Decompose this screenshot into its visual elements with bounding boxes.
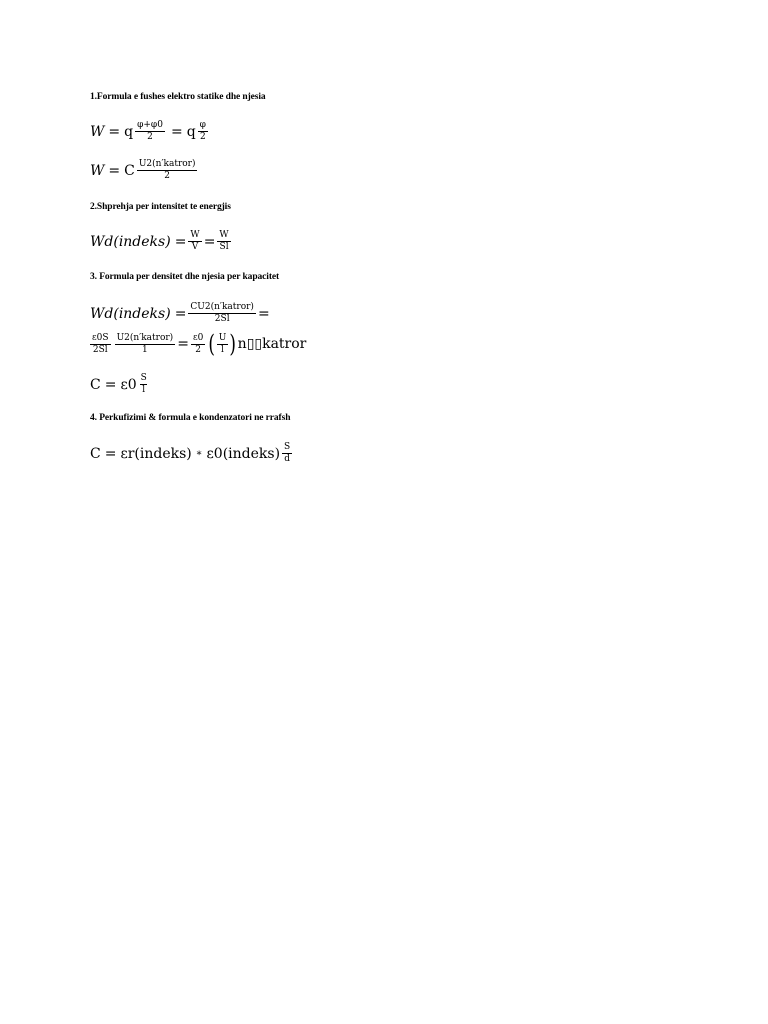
denominator: l (142, 385, 146, 395)
denominator: 2 (195, 344, 201, 355)
denominator: 2 (199, 132, 206, 142)
denominator: V (191, 242, 199, 252)
numerator: CU2(n′katror) (190, 302, 254, 312)
heading-3: 3. Formula per densitet dhe njesia per kapacitet (90, 272, 280, 282)
denominator: Sl (219, 242, 229, 252)
fraction (139, 374, 149, 395)
right-paren: ) (229, 330, 237, 358)
denominator: d (284, 454, 290, 464)
denominator: l (221, 344, 224, 355)
eq-sign: = (174, 233, 187, 250)
eq-lhs: W (90, 123, 105, 140)
eq-lhs: C (90, 376, 101, 393)
denominator: 2Sl (92, 344, 108, 355)
eq-coef: C (124, 162, 135, 179)
numerator: ε0S (92, 332, 109, 343)
eq-sign: = (177, 336, 189, 352)
eq-sign: = (108, 162, 121, 179)
eq-sign: = (108, 123, 121, 140)
denominator: 2Sl (214, 314, 230, 324)
eq-term: εr(indeks) (120, 445, 192, 462)
equation-3c (90, 374, 151, 395)
numerator: S (284, 442, 291, 452)
eq-lhs: C (90, 445, 101, 462)
fraction (90, 334, 111, 355)
fraction (137, 160, 198, 181)
fraction (191, 334, 205, 355)
eq-lhs: W (90, 162, 105, 179)
denominator: 1 (142, 344, 148, 355)
eq-sign: = (174, 305, 187, 322)
eq-sign: = (104, 376, 117, 393)
equation-2a (90, 231, 233, 252)
fraction (217, 334, 229, 355)
eq-sign: = (203, 233, 216, 250)
numerator: U2(n′katror) (138, 159, 196, 169)
numerator: φ+φ0 (137, 120, 163, 130)
eq-operator: ∗ (195, 448, 203, 459)
fraction (135, 121, 165, 142)
denominator: 2 (164, 171, 171, 181)
left-paren: ( (208, 330, 216, 358)
fraction (282, 443, 292, 464)
eq-lhs: Wd(indeks) (90, 305, 171, 322)
eq-sign: = (170, 123, 183, 140)
eq-coef: q (124, 123, 134, 140)
equation-1a (90, 121, 210, 142)
heading-2: 2.Shprehja per intensitet te energjis (90, 202, 231, 212)
eq-sign: = (104, 445, 117, 462)
numerator: φ (199, 120, 206, 130)
equation-3b (90, 332, 306, 356)
fraction (115, 334, 176, 355)
numerator: W (190, 230, 200, 240)
eq-coef: ε0 (120, 376, 137, 393)
equation-3a (90, 303, 270, 324)
fraction (188, 303, 256, 324)
eq-tail: n▯▯katror (237, 336, 307, 352)
eq-term: ε0(indeks) (206, 445, 281, 462)
numerator: U (218, 332, 227, 343)
numerator: U2(n′katror) (116, 332, 174, 343)
eq-lhs: Wd(indeks) (90, 233, 171, 250)
heading-4: 4. Perkufizimi & formula e kondenzatori ne rrafsh (90, 413, 291, 423)
fraction (188, 231, 201, 252)
numerator: S (140, 373, 147, 383)
eq-sign: = (257, 305, 270, 322)
numerator: W (219, 230, 229, 240)
denominator: 2 (147, 132, 153, 142)
fraction (217, 231, 230, 252)
fraction (198, 121, 208, 142)
numerator: ε0 (192, 332, 204, 343)
equation-4a (90, 443, 294, 464)
heading-1: 1.Formula e fushes elektro statike dhe njesia (90, 92, 266, 102)
equation-1b (90, 160, 199, 181)
eq-coef: q (186, 123, 196, 140)
